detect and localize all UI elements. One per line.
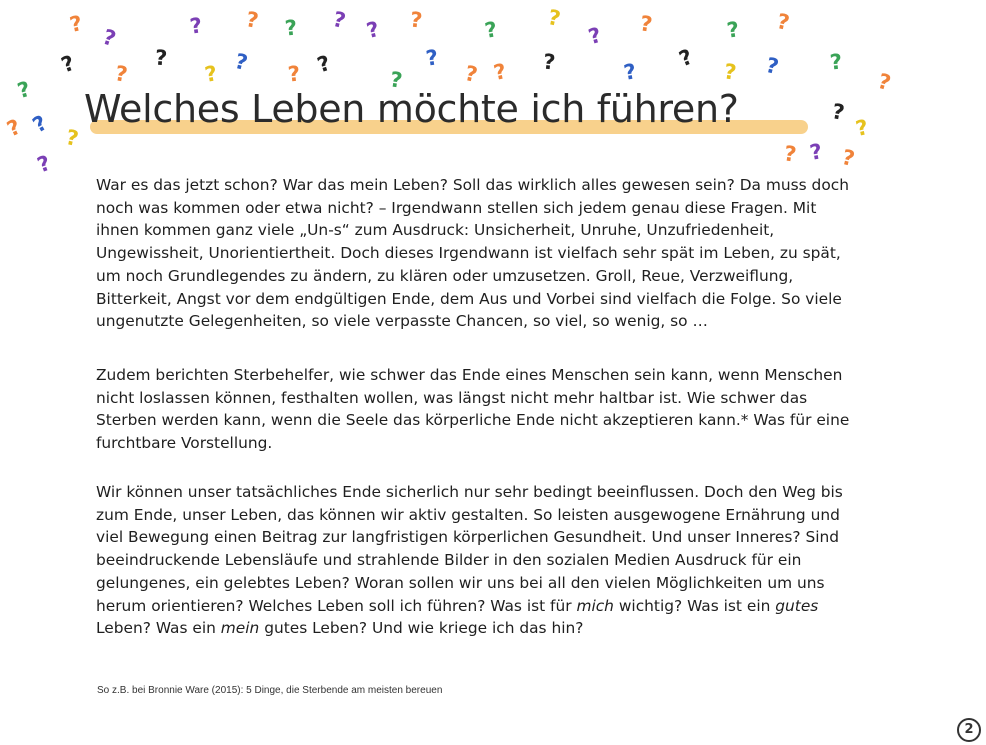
question-mark-icon: ?: [113, 61, 130, 87]
question-mark-icon: ?: [638, 11, 654, 37]
question-mark-icon: ?: [202, 61, 220, 87]
question-mark-icon: ?: [188, 13, 204, 39]
question-mark-icon: ?: [154, 45, 169, 71]
page-title: Welches Leben möchte ich führen?: [84, 87, 739, 131]
question-mark-icon: ?: [839, 144, 858, 172]
question-mark-icon: ?: [675, 44, 697, 72]
question-mark-icon: ?: [67, 11, 85, 38]
question-mark-icon: ?: [330, 6, 349, 34]
title-area: [84, 86, 824, 138]
question-mark-icon: ?: [782, 141, 798, 167]
emphasis-mein: mein: [220, 619, 260, 638]
page-number: 2: [957, 718, 981, 742]
question-mark-icon: ?: [424, 45, 440, 71]
question-mark-icon: ?: [491, 59, 509, 86]
question-mark-icon: ?: [3, 114, 25, 142]
question-mark-icon: ?: [462, 61, 480, 88]
question-mark-icon: ?: [244, 7, 261, 33]
paragraph-leben-gestalten: [96, 481, 860, 640]
question-mark-icon: ?: [34, 150, 54, 178]
question-mark-icon: ?: [232, 48, 251, 76]
emphasis-gutes: gutes: [775, 596, 819, 615]
question-mark-icon: ?: [283, 15, 299, 41]
question-mark-icon: ?: [99, 24, 119, 52]
question-mark-icon: ?: [763, 52, 782, 80]
question-mark-icon: ?: [774, 9, 792, 36]
question-mark-icon: ?: [541, 49, 557, 75]
footnote: So z.B. bei Bronnie Ware (2015): 5 Dinge, die Sterbende am meisten bereuen: [97, 685, 443, 696]
question-mark-icon: ?: [807, 139, 825, 165]
question-mark-icon: ?: [875, 68, 894, 96]
question-mark-icon: ?: [853, 115, 871, 142]
question-mark-icon: ?: [63, 125, 81, 152]
paragraph-text: wichtig? Was ist ein: [613, 596, 776, 615]
paragraph-intro: War es das jetzt schon? War das mein Leben? Soll das wirklich alles gewesen sein? Da muss doch noch was kommen oder etwa nicht? – Irgendwann stellen sich jedem genau diese Fragen. Mit ihnen kommen ganz viele „Un-s“ zum Ausdruck: Unsicherheit, Unruhe, Unzufriedenheit, Ungewissheit, Unorientiertheit. Doch dieses Irgendwann ist vielfach sehr spät im Leben, zu spät, um noch Grundlegendes zu ändern, zu klären oder umzusetzen. Groll, Reue, Verzweiflung, Bitterkeit, Angst vor dem endgültigen Ende, dem Aus und Vorbei sind vielfach die Folge. So viele ungenutzte Gelegenheiten, so viele verpasste Chancen, so viel, so wenig, so …: [96, 176, 849, 331]
question-mark-icon: ?: [58, 50, 78, 78]
question-mark-icon: ?: [286, 61, 302, 87]
question-mark-icon: ?: [408, 7, 424, 33]
question-mark-icon: ?: [28, 110, 52, 138]
question-mark-icon: ?: [314, 50, 334, 78]
question-mark-icon: ?: [830, 99, 847, 125]
question-mark-icon: ?: [722, 59, 738, 85]
question-mark-icon: ?: [725, 17, 741, 43]
question-mark-icon: ?: [621, 59, 639, 85]
question-mark-icon: ?: [545, 5, 563, 32]
paragraph-text: gutes Leben? Und wie kriege ich das hin?: [259, 619, 584, 638]
question-mark-icon: ?: [14, 76, 34, 104]
emphasis-mich: mich: [576, 596, 614, 615]
paragraph-text: Leben? Was ein: [96, 619, 221, 638]
question-mark-icon: ?: [585, 22, 605, 50]
question-mark-icon: ?: [364, 16, 382, 44]
question-mark-icon: ?: [482, 17, 500, 43]
question-mark-icon: ?: [388, 67, 404, 93]
paragraph-sterbehelfer: Zudem berichten Sterbehelfer, wie schwer das Ende eines Menschen sein kann, wenn Menschen nicht loslassen können, festhalten wollen, was längst nicht mehr haltbar ist. Wie schwer das Sterben werden kann, wenn die Seele das körperliche Ende nicht akzeptieren kann.* Was für eine furchtbare Vorstellung.: [96, 366, 850, 453]
question-mark-icon: ?: [828, 49, 844, 75]
paragraph-text: Wir können unser tatsächliches Ende sicherlich nur sehr bedingt beeinflussen. Doch den Weg bis zum Ende, unser Leben, das können wir aktiv gestalten. So leisten ausgewogene Ernährung und viel Bewegung einen Beitrag zur langfristigen körperlichen Gesundheit. Und unser Inneres? Sind beeindruckende Lebensläufe und strahlende Bilder in den sozialen Medien Ausdruck für ein gelungenes, ein gelebtes Leben? Woran sollen wir uns bei all den vielen Möglichkeiten um uns herum orientieren? Welches Leben soll ich führen? Was ist für: [96, 483, 843, 615]
